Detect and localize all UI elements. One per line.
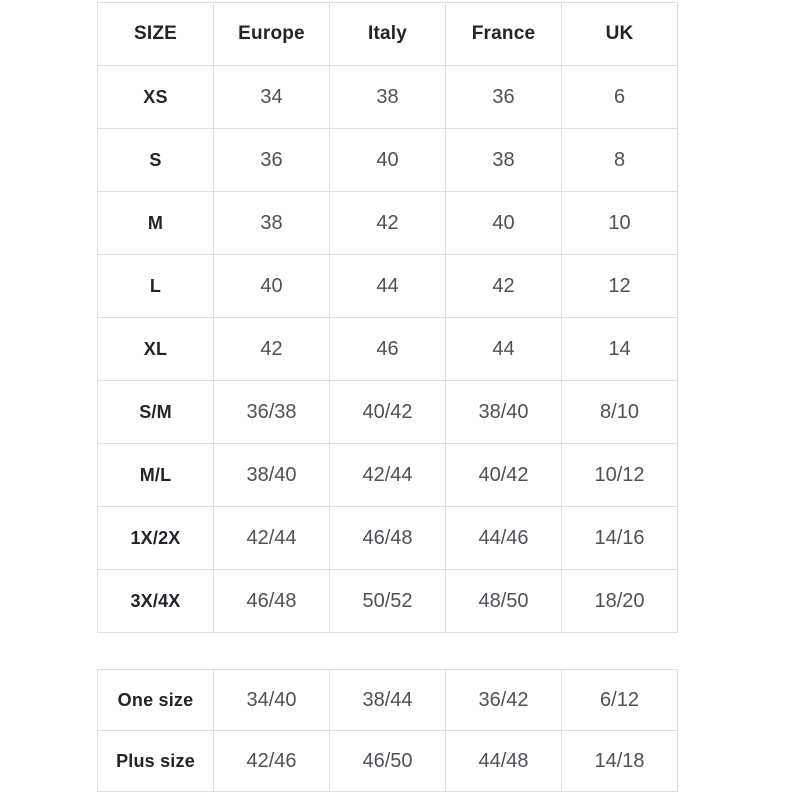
size-row bbox=[98, 507, 678, 570]
table-gap bbox=[97, 633, 800, 669]
size-value: 12 bbox=[562, 255, 678, 318]
size-value: 40 bbox=[330, 129, 446, 192]
row-label: XS bbox=[98, 66, 214, 129]
size-row bbox=[98, 570, 678, 633]
row-label: M bbox=[98, 192, 214, 255]
size-value: 6/12 bbox=[562, 670, 678, 731]
row-label: S/M bbox=[98, 381, 214, 444]
size-value: 40 bbox=[446, 192, 562, 255]
size-value: 36/42 bbox=[446, 670, 562, 731]
header-row bbox=[98, 3, 678, 66]
size-row bbox=[98, 66, 678, 129]
size-value: 14 bbox=[562, 318, 678, 381]
column-header-france: France bbox=[446, 3, 562, 66]
column-header-italy: Italy bbox=[330, 3, 446, 66]
column-header-uk: UK bbox=[562, 3, 678, 66]
row-label: L bbox=[98, 255, 214, 318]
size-row bbox=[98, 255, 678, 318]
size-value: 40/42 bbox=[330, 381, 446, 444]
special-size-row bbox=[98, 731, 678, 792]
size-value: 6 bbox=[562, 66, 678, 129]
size-value: 50/52 bbox=[330, 570, 446, 633]
row-label: 1X/2X bbox=[98, 507, 214, 570]
size-value: 38 bbox=[446, 129, 562, 192]
size-conversion-table bbox=[97, 2, 678, 633]
size-value: 40 bbox=[214, 255, 330, 318]
size-value: 36 bbox=[446, 66, 562, 129]
size-value: 46/48 bbox=[214, 570, 330, 633]
size-value: 42/46 bbox=[214, 731, 330, 792]
size-value: 38/44 bbox=[330, 670, 446, 731]
row-label: Plus size bbox=[98, 731, 214, 792]
size-value: 42 bbox=[330, 192, 446, 255]
size-value: 42 bbox=[214, 318, 330, 381]
size-value: 8 bbox=[562, 129, 678, 192]
size-value: 44 bbox=[446, 318, 562, 381]
row-label: One size bbox=[98, 670, 214, 731]
size-value: 38/40 bbox=[446, 381, 562, 444]
size-value: 36 bbox=[214, 129, 330, 192]
size-value: 34/40 bbox=[214, 670, 330, 731]
row-label: 3X/4X bbox=[98, 570, 214, 633]
size-value: 46 bbox=[330, 318, 446, 381]
row-label: XL bbox=[98, 318, 214, 381]
size-row bbox=[98, 381, 678, 444]
size-value: 46/50 bbox=[330, 731, 446, 792]
column-header-size: SIZE bbox=[98, 3, 214, 66]
special-sizes-table bbox=[97, 669, 678, 792]
size-row bbox=[98, 444, 678, 507]
size-value: 38 bbox=[214, 192, 330, 255]
row-label: S bbox=[98, 129, 214, 192]
size-value: 44/46 bbox=[446, 507, 562, 570]
size-value: 48/50 bbox=[446, 570, 562, 633]
size-value: 14/18 bbox=[562, 731, 678, 792]
size-value: 18/20 bbox=[562, 570, 678, 633]
size-value: 42/44 bbox=[214, 507, 330, 570]
size-row bbox=[98, 129, 678, 192]
size-value: 8/10 bbox=[562, 381, 678, 444]
size-value: 14/16 bbox=[562, 507, 678, 570]
size-row bbox=[98, 192, 678, 255]
size-value: 38 bbox=[330, 66, 446, 129]
size-row bbox=[98, 318, 678, 381]
size-value: 40/42 bbox=[446, 444, 562, 507]
size-value: 46/48 bbox=[330, 507, 446, 570]
size-value: 38/40 bbox=[214, 444, 330, 507]
size-value: 10 bbox=[562, 192, 678, 255]
size-value: 42/44 bbox=[330, 444, 446, 507]
special-size-row bbox=[98, 670, 678, 731]
size-value: 44 bbox=[330, 255, 446, 318]
column-header-europe: Europe bbox=[214, 3, 330, 66]
size-value: 34 bbox=[214, 66, 330, 129]
size-value: 44/48 bbox=[446, 731, 562, 792]
size-value: 10/12 bbox=[562, 444, 678, 507]
size-value: 42 bbox=[446, 255, 562, 318]
row-label: M/L bbox=[98, 444, 214, 507]
size-value: 36/38 bbox=[214, 381, 330, 444]
